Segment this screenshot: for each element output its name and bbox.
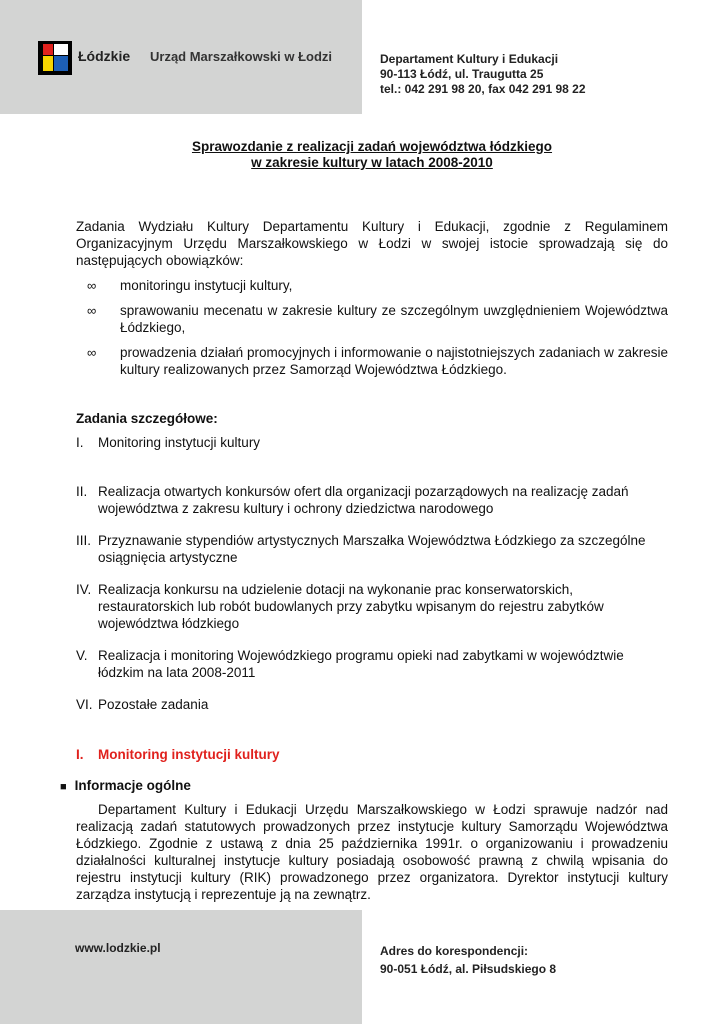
section-number: I. (76, 747, 84, 762)
duties-list (76, 277, 668, 378)
info-heading-text: Informacje ogólne (74, 778, 191, 793)
duty-text: prowadzenia działań promocyjnych i informowanie o najistotniejszych zadaniach w zakresie kultury realizowanych przez Samorząd Województwa Łódzkiego. (120, 345, 668, 377)
list-item (76, 277, 668, 294)
task-text: Przyznawanie stypendiów artystycznych Marszałka Województwa Łódzkiego za szczególne osiągnięcia artystyczne (98, 533, 646, 565)
detailed-tasks-heading: Zadania szczegółowe: (76, 411, 218, 426)
infinity-bullet-icon: ∞ (87, 278, 97, 293)
intro-paragraph: Zadania Wydziału Kultury Departamentu Kultury i Edukacji, zgodnie z Regulaminem Organizacyjnym Urzędu Marszałkowskiego w Łodzi w swojej istocie sprowadzają się do następujących obowiązków: (76, 219, 668, 268)
tasks-list (76, 434, 668, 713)
section-title: Monitoring instytucji kultury (98, 747, 280, 762)
task-number: III. (76, 533, 92, 548)
task-text: Pozostałe zadania (98, 697, 209, 712)
task-number: I. (76, 435, 84, 450)
title-line-2: w zakresie kultury w latach 2008-2010 (251, 155, 493, 170)
task-number: V. (76, 648, 88, 663)
task-text: Realizacja otwartych konkursów ofert dla organizacji pozarządowych na realizację zadań województwa z zakresu kultury i ochrony dziedzictwa narodowego (98, 484, 629, 516)
department-name: Departament Kultury i Edukacji (380, 52, 559, 66)
list-item (76, 344, 668, 378)
lodzkie-logo-icon (38, 41, 72, 75)
infinity-bullet-icon: ∞ (87, 345, 97, 360)
title-line-1: Sprawozdanie z realizacji zadań województwa łódzkiego (191, 139, 553, 154)
department-phone: tel.: 042 291 98 20, fax 042 291 98 22 (380, 82, 586, 96)
section-heading (76, 746, 668, 763)
list-item (76, 647, 668, 681)
document-body (60, 139, 668, 903)
list-item (76, 302, 668, 336)
footer-band (0, 910, 362, 1024)
task-text: Realizacja i monitoring Wojewódzkiego programu opieki nad zabytkami w województwie łódzkim na lata 2008-2011 (98, 648, 624, 680)
list-item (76, 581, 668, 632)
info-paragraph: Departament Kultury i Edukacji Urzędu Marszałkowskiego w Łodzi sprawuje nadzór nad realizacją zadań statutowych prowadzonych przez instytucje kultury Samorządu Województwa Łódzkiego. Zgodnie z ustawą z dnia 25 października 1991r. o organizowaniu i prowadzeniu działalności kulturalnej instytucje kultury posiadają osobowość prawną z chwilą wpisania do rejestru instytucji kultury (RIK) prowadzonego przez organizatora. Dyrektor instytucji kultury zarządza instytucją i reprezentuje ją na zewnątrz. (76, 802, 668, 902)
footer-website: www.lodzkie.pl (75, 941, 161, 955)
document-title (76, 139, 668, 171)
task-text: Monitoring instytucji kultury (98, 435, 261, 450)
office-name: Urząd Marszałkowski w Łodzi (150, 49, 333, 64)
list-item (76, 483, 668, 517)
department-block (380, 52, 586, 97)
list-item (76, 532, 668, 566)
correspondence-label: Adres do korespondencji: (380, 944, 529, 958)
list-item (76, 696, 668, 713)
department-address: 90-113 Łódź, ul. Traugutta 25 (380, 67, 544, 81)
square-bullet-icon: ■ (60, 781, 67, 793)
logo-name: Łódzkie (78, 48, 131, 64)
task-number: IV. (76, 582, 92, 597)
task-number: VI. (76, 697, 93, 712)
duty-text: sprawowaniu mecenatu w zakresie kultury ze szczególnym uwzględnieniem Województwa Łódzkiego, (120, 303, 668, 335)
list-item (76, 434, 668, 451)
footer-address-block (380, 942, 556, 978)
duty-text: monitoringu instytucji kultury, (120, 278, 293, 293)
task-text: Realizacja konkursu na udzielenie dotacji na wykonanie prac konserwatorskich, restauratorskich lub robót budowlanych przy zabytku wpisanym do rejestru zabytków województwa łódzkiego (98, 582, 604, 631)
infinity-bullet-icon: ∞ (87, 303, 97, 318)
task-number: II. (76, 484, 88, 499)
correspondence-address: 90-051 Łódź, al. Piłsudskiego 8 (380, 962, 557, 976)
info-heading (60, 777, 668, 796)
